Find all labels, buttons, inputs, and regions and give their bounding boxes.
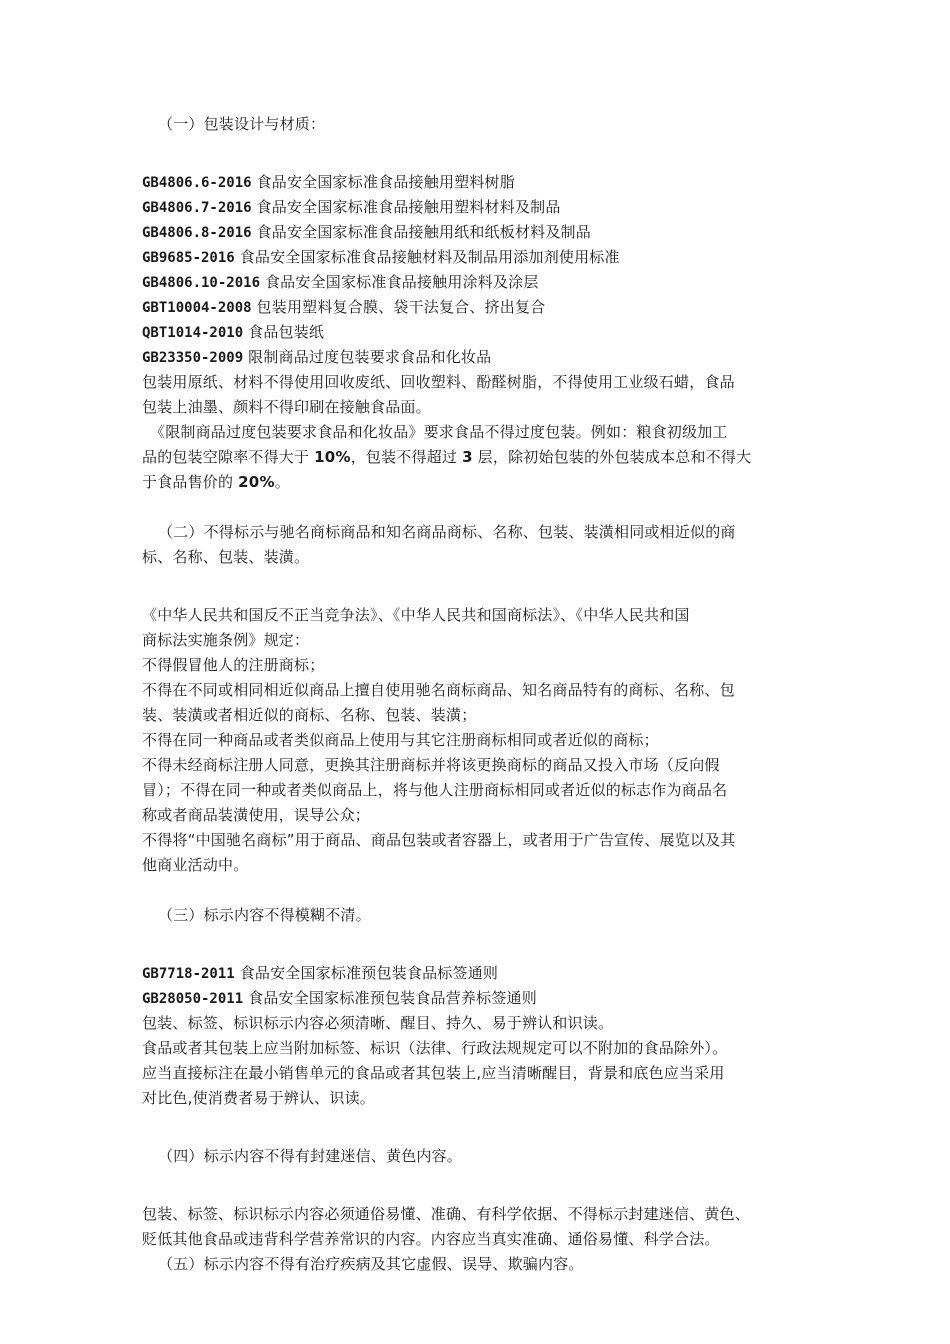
- layer-count: 3: [462, 448, 473, 466]
- paragraph-line: 贬低其他食品或违背科学营养常识的内容。内容应当真实准确、通俗易懂、科学合法。: [142, 1230, 720, 1248]
- section-4-heading: （四）标示内容不得有封建迷信、黄色内容。: [158, 1147, 463, 1165]
- paragraph-line: 装、装潢或者相近似的商标、名称、包装、装潢；: [142, 706, 477, 724]
- section-5-heading: （五）标示内容不得有治疗疾病及其它虚假、误导、欺骗内容。: [158, 1255, 584, 1273]
- percentage-value: 10%: [314, 448, 351, 466]
- standard-item: [142, 345, 822, 370]
- standard-code: GB4806.7-2016: [142, 200, 252, 216]
- paragraph-line: 不得在不同或相同相近似商品上擅自使用驰名商标商品、知名商品特有的商标、名称、包: [142, 681, 735, 699]
- paragraph-line: 《中华人民共和国反不正当竞争法》、《中华人民共和国商标法》、《中华人民共和国: [142, 606, 690, 624]
- standard-item: [142, 320, 822, 345]
- section-1-heading: （一）包装设计与材质：: [158, 115, 326, 133]
- standard-code: QBT1014-2010: [142, 325, 244, 341]
- paragraph-line: 于食品售价的 20%。: [142, 473, 290, 491]
- standard-item: [142, 961, 822, 986]
- standard-code: GBT10004-2008: [142, 300, 252, 316]
- standard-item: [142, 245, 822, 270]
- section-2-heading-cont: 标、名称、包装、装潢。: [142, 548, 310, 566]
- standard-code: GB4806.8-2016: [142, 225, 252, 241]
- paragraph-line: 他商业活动中。: [142, 856, 249, 874]
- standard-code: GB7718-2011: [142, 966, 235, 982]
- paragraph-line: 不得将“中国驰名商标”用于商品、商品包装或者容器上，或者用于广告宣传、展览以及其: [142, 831, 736, 849]
- standard-title: 食品安全国家标准食品接触材料及制品用添加剂使用标准: [239, 248, 620, 266]
- standard-item: [142, 170, 822, 195]
- percentage-value: 20%: [238, 473, 275, 491]
- paragraph-line: 包装、标签、标识标示内容必须通俗易懂、准确、有科学依据、不得标示封建迷信、黄色、: [142, 1205, 751, 1223]
- paragraph-line: 不得在同一种商品或者类似商品上使用与其它注册商标相同或者近似的商标；: [142, 731, 659, 749]
- paragraph-line: 商标法实施条例》规定：: [142, 631, 310, 649]
- standard-item: [142, 220, 822, 245]
- paragraph-line: 包装、标签、标识标示内容必须清晰、醒目、持久、易于辨认和识读。: [142, 1014, 614, 1032]
- paragraph-line: 冒）；不得在同一种或者类似商品上，将与他人注册商标相同或者近似的标志作为商品名: [142, 781, 728, 799]
- standard-item: [142, 986, 822, 1011]
- standard-code: GB23350-2009: [142, 350, 244, 366]
- paragraph-line: 对比色,使消费者易于辨认、识读。: [142, 1089, 375, 1107]
- standard-title: 食品包装纸: [248, 323, 325, 341]
- section-2-heading: （二）不得标示与驰名商标商品和知名商品商标、名称、包装、装潢相同或相近似的商: [158, 523, 736, 541]
- paragraph-line: 不得假冒他人的注册商标；: [142, 656, 325, 674]
- standard-title: 包装用塑料复合膜、袋干法复合、挤出复合: [256, 298, 546, 316]
- standard-code: GB4806.10-2016: [142, 275, 261, 291]
- paragraph-line: 包装上油墨、颜料不得印刷在接触食品面。: [142, 398, 431, 416]
- paragraph-line: 包装用原纸、材料不得使用回收废纸、回收塑料、酚醛树脂，不得使用工业级石蜡，食品: [142, 373, 735, 391]
- standard-title: 食品安全国家标准食品接触用纸和纸板材料及制品: [256, 223, 591, 241]
- paragraph-line: 《限制商品过度包装要求食品和化妆品》要求食品不得过度包装。例如：粮食初级加工: [150, 423, 728, 441]
- standard-item: [142, 270, 822, 295]
- standard-title: 限制商品过度包装要求食品和化妆品: [248, 348, 492, 366]
- standard-title: 食品安全国家标准食品接触用塑料树脂: [256, 173, 515, 191]
- standard-code: GB4806.6-2016: [142, 175, 252, 191]
- paragraph-line: 称或者商品装潢使用，误导公众；: [142, 806, 371, 824]
- standard-title: 食品安全国家标准预包装食品标签通则: [239, 964, 499, 982]
- paragraph-line: 不得未经商标注册人同意，更换其注册商标并将该更换商标的商品又投入市场（反向假: [142, 756, 720, 774]
- standard-code: GB9685-2016: [142, 250, 235, 266]
- standard-item: [142, 195, 822, 220]
- standard-title: 食品安全国家标准预包装食品营养标签通则: [248, 989, 537, 1007]
- paragraph-line: 食品或者其包装上应当附加标签、标识（法律、行政法规规定可以不附加的食品除外）。: [142, 1039, 728, 1057]
- paragraph-line: 应当直接标注在最小销售单元的食品或者其包装上,应当清晰醒目，背景和底色应当采用: [142, 1064, 725, 1082]
- standard-code: GB28050-2011: [142, 991, 244, 1007]
- document-page: [142, 112, 822, 1277]
- standard-item: [142, 295, 822, 320]
- standard-title: 食品安全国家标准食品接触用塑料材料及制品: [256, 198, 561, 216]
- section-3-heading: （三）标示内容不得模糊不清。: [158, 906, 371, 924]
- standard-title: 食品安全国家标准食品接触用涂料及涂层: [264, 273, 539, 291]
- paragraph-line: 品的包装空隙率不得大于 10%，包装不得超过 3 层，除初始包装的外包装成本总和不得大: [142, 448, 752, 466]
